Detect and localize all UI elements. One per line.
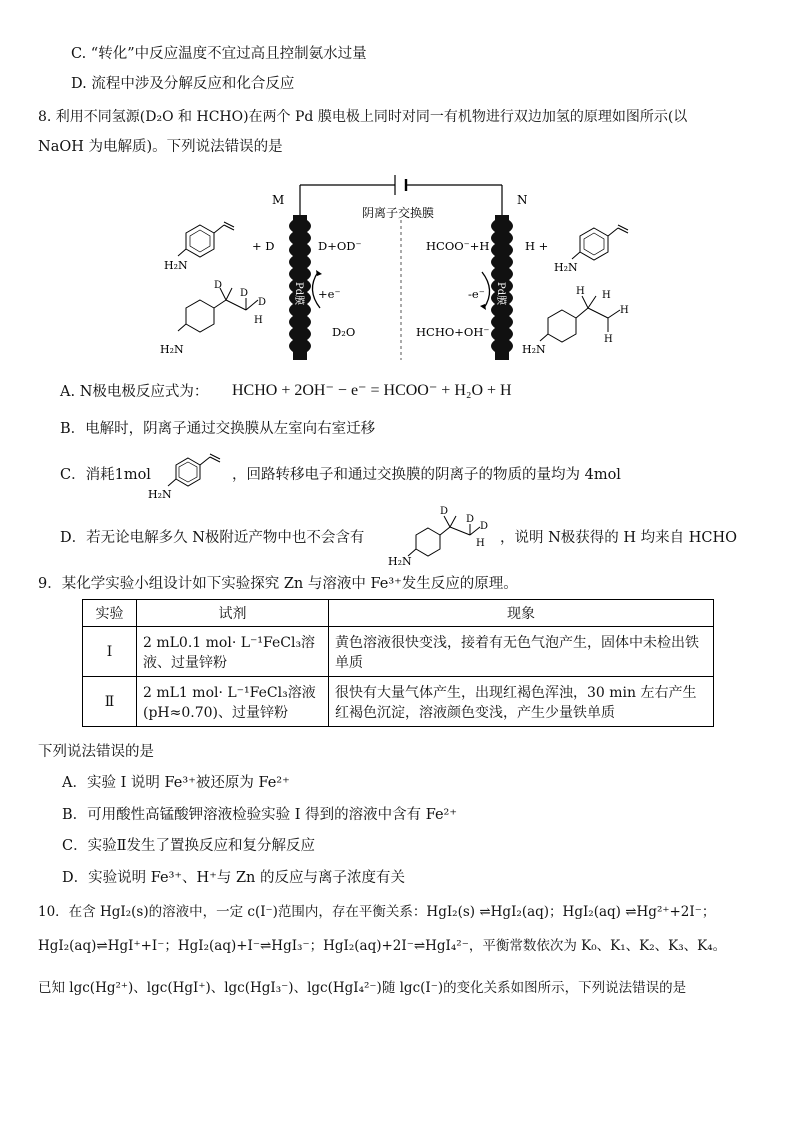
svg-text:H: H	[254, 315, 263, 326]
right-bottom-h2n: H₂N	[522, 343, 546, 356]
q9-after-table: 下列说法错误的是	[38, 744, 154, 760]
q9-option-c: C．实验Ⅱ发生了置换反应和复分解反应	[62, 838, 315, 854]
row-reagent: 2 mL0.1 mol· L⁻¹FeCl₃溶液、过量锌粉	[137, 627, 329, 677]
right-h-text: H +	[525, 239, 549, 253]
svg-text:H: H	[620, 305, 629, 316]
svg-text:D: D	[214, 280, 223, 291]
row-id: Ⅱ	[83, 677, 137, 727]
left-bottom-h2n: H₂N	[160, 343, 184, 356]
svg-text:H: H	[604, 334, 613, 345]
svg-text:D: D	[258, 297, 267, 308]
q8-option-a-label: A. N极电极反应式为：	[60, 384, 209, 400]
label-membrane: 阴离子交换膜	[362, 206, 435, 220]
left-top-h2n: H₂N	[164, 259, 188, 272]
q7-option-c: C. “转化”中反应温度不宜过高且控制氨水过量	[71, 46, 367, 62]
right-bottom-text: HCHO+OH⁻	[416, 325, 490, 339]
header-experiment: 实验	[83, 600, 137, 627]
q8-electrolysis-figure	[150, 170, 650, 370]
table-header-row	[83, 600, 714, 627]
header-reagent: 试剂	[137, 600, 329, 627]
row-phenomenon: 很快有大量气体产生，出现红褐色浑浊，30 min 左右产生红褐色沉淀，溶液颜色变浅，产生少量铁单质	[329, 677, 714, 727]
q8-option-c-post: ，回路转移电子和通过交换膜的阴离子的物质的量均为 4mol	[232, 467, 621, 483]
label-m: M	[272, 193, 285, 207]
left-electron: +e⁻	[318, 287, 341, 301]
q8-option-c-pre: C．消耗1mol	[60, 467, 151, 483]
q8-option-a-equation: HCHO + 2OH⁻ − e⁻ = HCOO⁻ + H₂O + H	[232, 382, 512, 399]
q9-experiment-table	[82, 599, 714, 727]
q8-stem-line2: NaOH 为电解质)。下列说法错误的是	[38, 139, 283, 155]
row-reagent: 2 mL1 mol· L⁻¹FeCl₃溶液(pH≈0.70)、过量锌粉	[137, 677, 329, 727]
svg-text:H: H	[602, 290, 611, 301]
q8-option-d-pre: D．若无论电解多久 N极附近产物中也不会含有	[60, 530, 365, 546]
left-top-text: + D	[252, 239, 275, 253]
q7-option-d: D. 流程中涉及分解反应和化合反应	[71, 76, 295, 92]
row-id: I	[83, 627, 137, 677]
svg-text:H: H	[576, 286, 585, 297]
row-phenomenon: 黄色溶液很快变浅，接着有无色气泡产生，固体中未检出铁单质	[329, 627, 714, 677]
svg-text:H₂N: H₂N	[148, 488, 172, 501]
q10-line1: 10．在含 HgI₂(s)的溶液中，一定 c(I⁻)范围内，存在平衡关系：HgI₂(s) ⇌HgI₂(aq)；HgI₂(aq) ⇌Hg²⁺+2I⁻；	[38, 904, 716, 920]
right-top-text: HCOO⁻+H	[426, 239, 490, 253]
table-row	[83, 627, 714, 677]
label-n: N	[517, 193, 528, 207]
svg-text:D: D	[466, 514, 475, 525]
q8-option-d-molecule	[388, 502, 498, 568]
q9-option-d: D．实验说明 Fe³⁺、H⁺与 Zn 的反应与离子浓度有关	[62, 870, 405, 886]
header-phenomenon: 现象	[329, 600, 714, 627]
right-electron: -e⁻	[468, 287, 485, 301]
q8-option-c-molecule	[148, 448, 228, 504]
q10-line3: 已知 lgc(Hg²⁺)、lgc(HgI⁺)、lgc(HgI₃⁻)、lgc(HgI₄²⁻)随 lgc(I⁻)的变化关系如图所示，下列说法错误的是	[38, 980, 687, 996]
left-right-text: D+OD⁻	[318, 239, 362, 253]
right-top-h2n: H₂N	[554, 261, 578, 274]
q8-option-d-post: ，说明 N极获得的 H 均来自 HCHO	[500, 530, 738, 546]
table-row	[83, 677, 714, 727]
q9-stem: 9．某化学实验小组设计如下实验探究 Zn 与溶液中 Fe³⁺发生反应的原理。	[38, 576, 518, 592]
svg-text:D: D	[240, 288, 249, 299]
label-pd-left: Pd膜	[293, 282, 304, 306]
svg-text:H₂N: H₂N	[388, 555, 412, 568]
q9-option-b: B．可用酸性高锰酸钾溶液检验实验 I 得到的溶液中含有 Fe²⁺	[62, 807, 458, 823]
label-pd-right: Pd膜	[495, 282, 506, 306]
q9-option-a: A．实验 I 说明 Fe³⁺被还原为 Fe²⁺	[62, 775, 290, 791]
q10-line2: HgI₂(aq)⇌HgI⁺+I⁻；HgI₂(aq)+I⁻⇌HgI₃⁻；HgI₂(aq)+2I⁻⇌HgI₄²⁻，平衡常数依次为 K₀、K₁、K₂、K₃、K₄。	[38, 938, 727, 954]
svg-text:H: H	[476, 538, 485, 549]
q8-stem-line1: 8. 利用不同氢源(D₂O 和 HCHO)在两个 Pd 膜电极上同时对同一有机物进行双边加氢的原理如图所示(以	[38, 109, 688, 125]
left-water: D₂O	[332, 325, 356, 339]
svg-text:D: D	[440, 506, 449, 517]
q8-option-b: B．电解时，阴离子通过交换膜从左室向右室迁移	[60, 421, 376, 437]
svg-text:D: D	[480, 521, 489, 532]
